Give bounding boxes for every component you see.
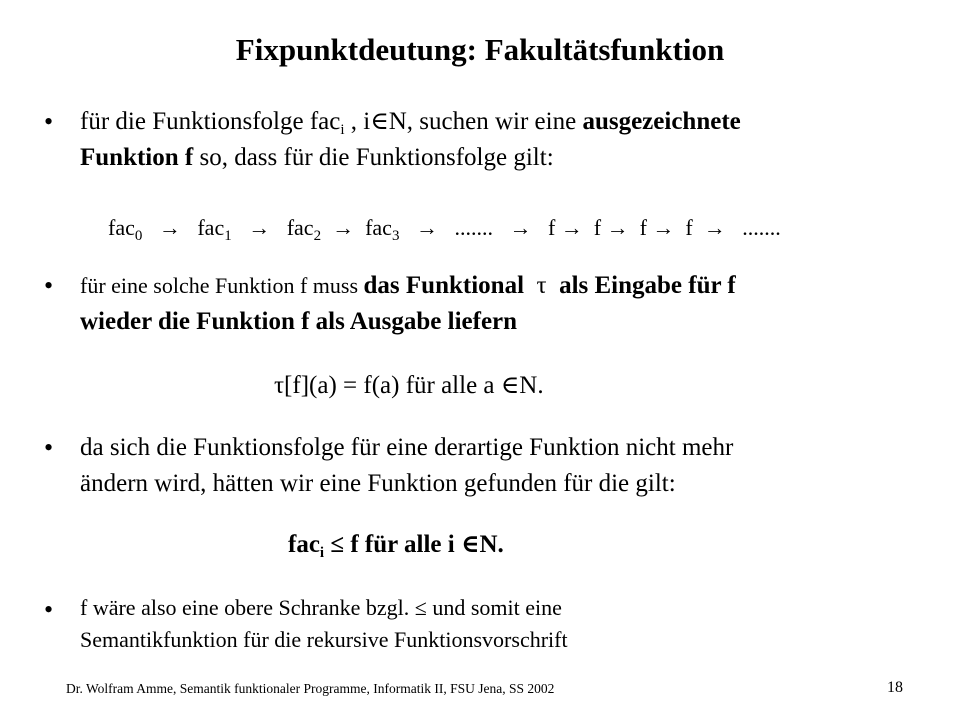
tau-symbol: τ xyxy=(274,372,285,399)
bullet-3-line-1: da sich die Funktionsfolge für eine derartige Funktion nicht mehr xyxy=(80,434,734,461)
bullet-2-line-1: für eine solche Funktion f muss das Funktional τ als Eingabe für f xyxy=(80,272,736,299)
arrow-icon: → xyxy=(703,215,726,240)
bullet-4 xyxy=(44,592,924,656)
bullet-dot: • xyxy=(44,107,54,136)
bullet-1-line-1: für die Funktionsfolge fac$_i$ , i∈N, suchen wir eine ausgezeichnete xyxy=(80,108,741,138)
arrow-icon: → xyxy=(415,215,438,240)
bullet-dot: • xyxy=(44,271,54,300)
arrow-icon: → xyxy=(332,215,355,240)
fixpoint-formula: τ[f](a) = f(a) für alle a ∈N. xyxy=(274,372,544,399)
arrow-icon: → xyxy=(509,215,532,240)
bullet-1 xyxy=(44,104,924,176)
function-sequence: fac$_0$ → fac$_1$ → fac$_2$ → fac$_3$ → ....... → f → f → f → f → ....... xyxy=(108,215,781,244)
bullet-dot: • xyxy=(44,595,54,624)
arrow-icon: → xyxy=(652,215,675,240)
tau-symbol: τ xyxy=(536,272,547,299)
leq-symbol: ≤ xyxy=(414,595,427,620)
bullet-4-line-2: Semantikfunktion für die rekursive Funktionsvorschrift xyxy=(80,627,568,652)
bullet-3-line-2: ändern wird, hätten wir eine Funktion gefunden für die gilt: xyxy=(80,470,676,497)
arrow-icon: → xyxy=(248,215,271,240)
arrow-icon: → xyxy=(158,215,181,240)
bullet-3 xyxy=(44,430,924,502)
leq-symbol: ≤ xyxy=(330,531,345,558)
bullet-2 xyxy=(44,268,924,340)
bullet-1-line-2: Funktion f so, dass für die Funktionsfolge gilt: xyxy=(80,144,554,171)
element-of-symbol: ∈ xyxy=(500,372,520,399)
footer-citation: Dr. Wolfram Amme, Semantik funktionaler Programme, Informatik II, FSU Jena, SS 2002 xyxy=(66,681,555,696)
arrow-icon: → xyxy=(606,215,629,240)
element-of-symbol: ∈ xyxy=(460,531,480,558)
bullet-dot: • xyxy=(44,433,54,462)
upper-bound-formula: fac$_i$ ≤ f für alle i ∈N. xyxy=(288,531,504,561)
element-of-symbol: ∈ xyxy=(370,108,389,135)
bullet-4-line-1: f wäre also eine obere Schranke bzgl. ≤ und somit eine xyxy=(80,595,562,620)
slide-title: Fixpunktdeutung: Fakultätsfunktion xyxy=(235,32,725,67)
page-number: 18 xyxy=(887,679,903,696)
arrow-icon: → xyxy=(560,215,583,240)
bullet-2-line-2: wieder die Funktion f als Ausgabe liefern xyxy=(80,308,518,335)
